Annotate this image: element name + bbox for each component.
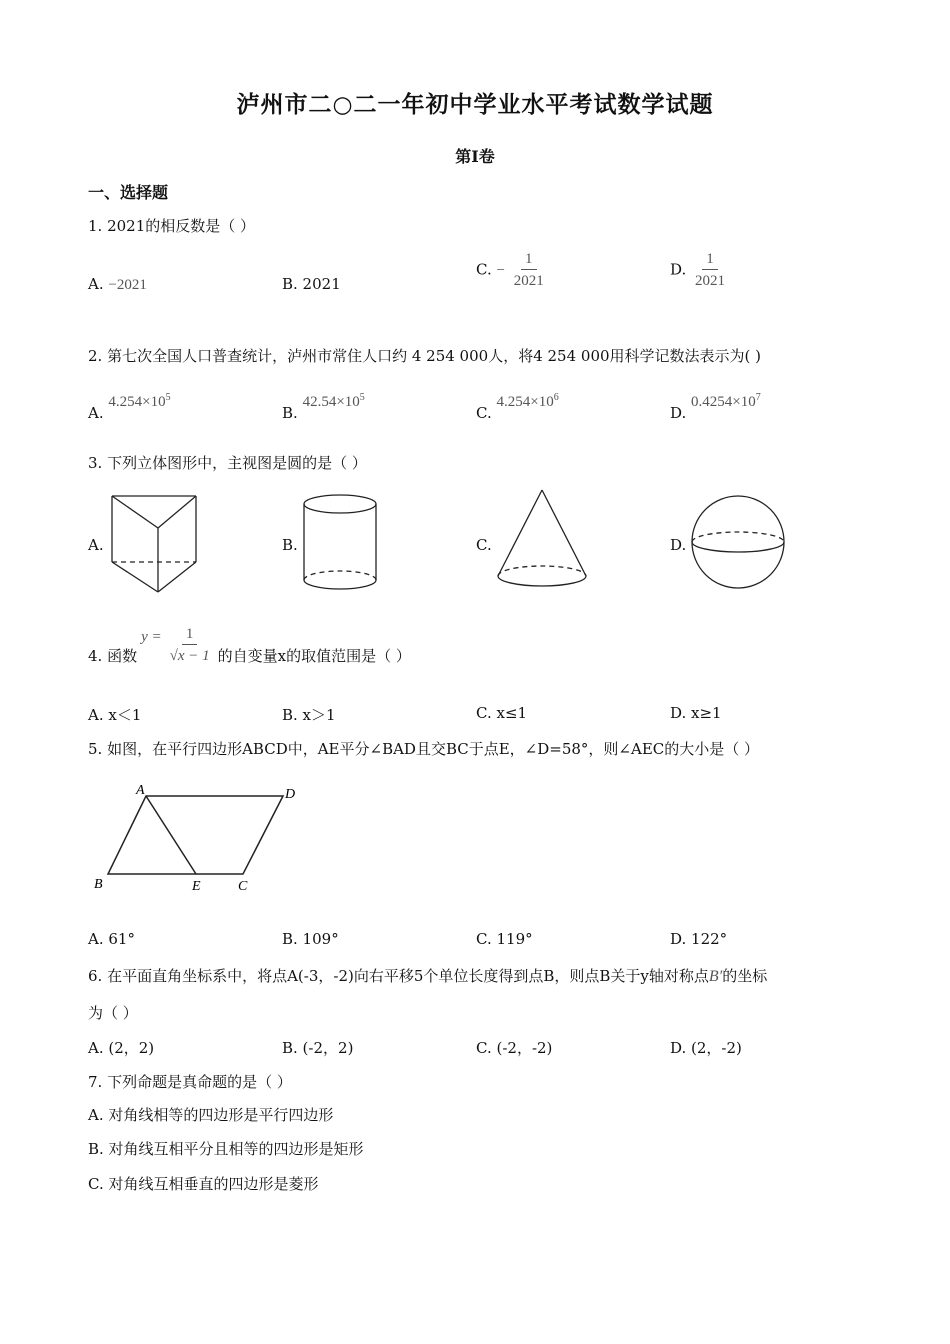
point-label-c: C: [238, 879, 248, 894]
q3-option-d[interactable]: D.: [670, 536, 687, 554]
b-prime: B′: [708, 968, 723, 985]
denominator: 2021: [513, 273, 544, 289]
option-label: A.: [88, 275, 104, 293]
q6-option-b[interactable]: B. (-2，2): [282, 1039, 354, 1057]
stem-text: 6. 在平面直角坐标系中，将点A(-3，-2)向右平移5个单位长度得到点B，则点B关于y轴对称点: [88, 967, 709, 985]
option-label: C.: [476, 260, 492, 279]
point-label-d: D: [285, 787, 296, 802]
stem-text: 4. 函数: [88, 646, 138, 665]
q2-option-d[interactable]: [670, 392, 761, 422]
option-value: $4.254\times 10^5$: [108, 392, 171, 410]
q5-option-b[interactable]: B. 109°: [282, 930, 339, 948]
q1-option-d[interactable]: [670, 249, 729, 292]
option-value: $42.54\times 10^5$: [302, 392, 365, 410]
q3-option-a[interactable]: A.: [88, 536, 104, 554]
point-label-a: A: [136, 783, 145, 798]
question-7-stem: 7. 下列命题是真命题的是（ ）: [88, 1073, 292, 1091]
q1-option-a[interactable]: [88, 275, 147, 294]
option-label: C.: [476, 404, 492, 422]
q7-option-a[interactable]: A. 对角线相等的四边形是平行四边形: [88, 1106, 334, 1124]
numerator: 1: [521, 249, 537, 270]
question-5-stem: 5. 如图，在平行四边形ABCD中，AE平分∠BAD且交BC于点E，∠D=58°，则∠AEC的大小是（ ）: [88, 740, 760, 758]
stem-text: 的坐标: [722, 967, 768, 985]
q3-option-c[interactable]: C.: [476, 536, 492, 554]
formula-lhs: y =: [141, 628, 162, 645]
fraction: [166, 624, 214, 667]
exam-title: 泸州市二○二一年初中学业水平考试数学试题: [236, 91, 714, 118]
option-label: D.: [670, 260, 687, 279]
fraction: [691, 249, 729, 292]
q4-option-a[interactable]: A. x＜1: [88, 706, 142, 724]
q4-option-d[interactable]: D. x≥1: [670, 704, 722, 722]
q2-option-a[interactable]: [88, 392, 171, 422]
q4-option-c[interactable]: C. x≤1: [476, 704, 528, 722]
volume-label: 第Ⅰ卷: [455, 147, 495, 166]
option-label: D.: [670, 404, 687, 422]
question-2-stem: 2. 第七次全国人口普查统计，泸州市常住人口约 4 254 000人，将4 254 000用科学记数法表示为( ): [88, 347, 762, 365]
stem-text: 的自变量x的取值范围是（ ）: [217, 646, 411, 665]
option-value: −2021: [108, 277, 147, 293]
option-value: $0.4254\times 10^7$: [691, 392, 761, 410]
q5-option-d[interactable]: D. 122°: [670, 930, 728, 948]
question-4-stem: [88, 620, 411, 670]
q6-option-c[interactable]: C. (-2，-2): [476, 1039, 553, 1057]
point-label-b: B: [94, 877, 103, 892]
option-label: A.: [88, 404, 104, 422]
option-value: $4.254\times 10^6$: [496, 392, 559, 410]
numerator: 1: [702, 249, 718, 270]
q1-option-b[interactable]: B. 2021: [282, 275, 341, 293]
section-heading: 一、选择题: [88, 183, 169, 202]
triangular-prism-figure: [100, 490, 210, 600]
q5-option-a[interactable]: A. 61°: [88, 930, 135, 948]
sphere-figure: [690, 492, 790, 592]
question-6-stem-line2: 为（ ）: [88, 1004, 138, 1022]
q4-option-b[interactable]: B. x＞1: [282, 706, 336, 724]
cone-figure: [492, 484, 592, 594]
q7-option-c[interactable]: C. 对角线互相垂直的四边形是菱形: [88, 1175, 319, 1193]
cylinder-figure: [298, 490, 388, 600]
q3-option-b[interactable]: B.: [282, 536, 298, 554]
numerator: 1: [182, 624, 198, 645]
parallelogram-figure: [88, 778, 318, 898]
q2-option-c[interactable]: [476, 392, 559, 422]
q6-option-d[interactable]: D. (2，-2): [670, 1039, 742, 1057]
q2-option-b[interactable]: [282, 392, 365, 422]
question-3-stem: 3. 下列立体图形中，主视图是圆的是（ ）: [88, 454, 367, 472]
q7-option-b[interactable]: B. 对角线互相平分且相等的四边形是矩形: [88, 1140, 364, 1158]
q6-option-a[interactable]: A. (2，2): [88, 1039, 155, 1057]
denominator: 2021: [695, 273, 726, 289]
denominator: √x − 1: [169, 647, 210, 664]
option-label: B.: [282, 404, 298, 422]
fraction: [510, 249, 548, 292]
point-label-e: E: [192, 879, 201, 894]
question-1-stem: 1. 2021的相反数是（ ）: [88, 217, 256, 235]
q5-option-c[interactable]: C. 119°: [476, 930, 533, 948]
question-6-stem-line1: [88, 965, 767, 986]
minus-sign: −: [496, 262, 505, 279]
q1-option-c[interactable]: [476, 249, 548, 292]
